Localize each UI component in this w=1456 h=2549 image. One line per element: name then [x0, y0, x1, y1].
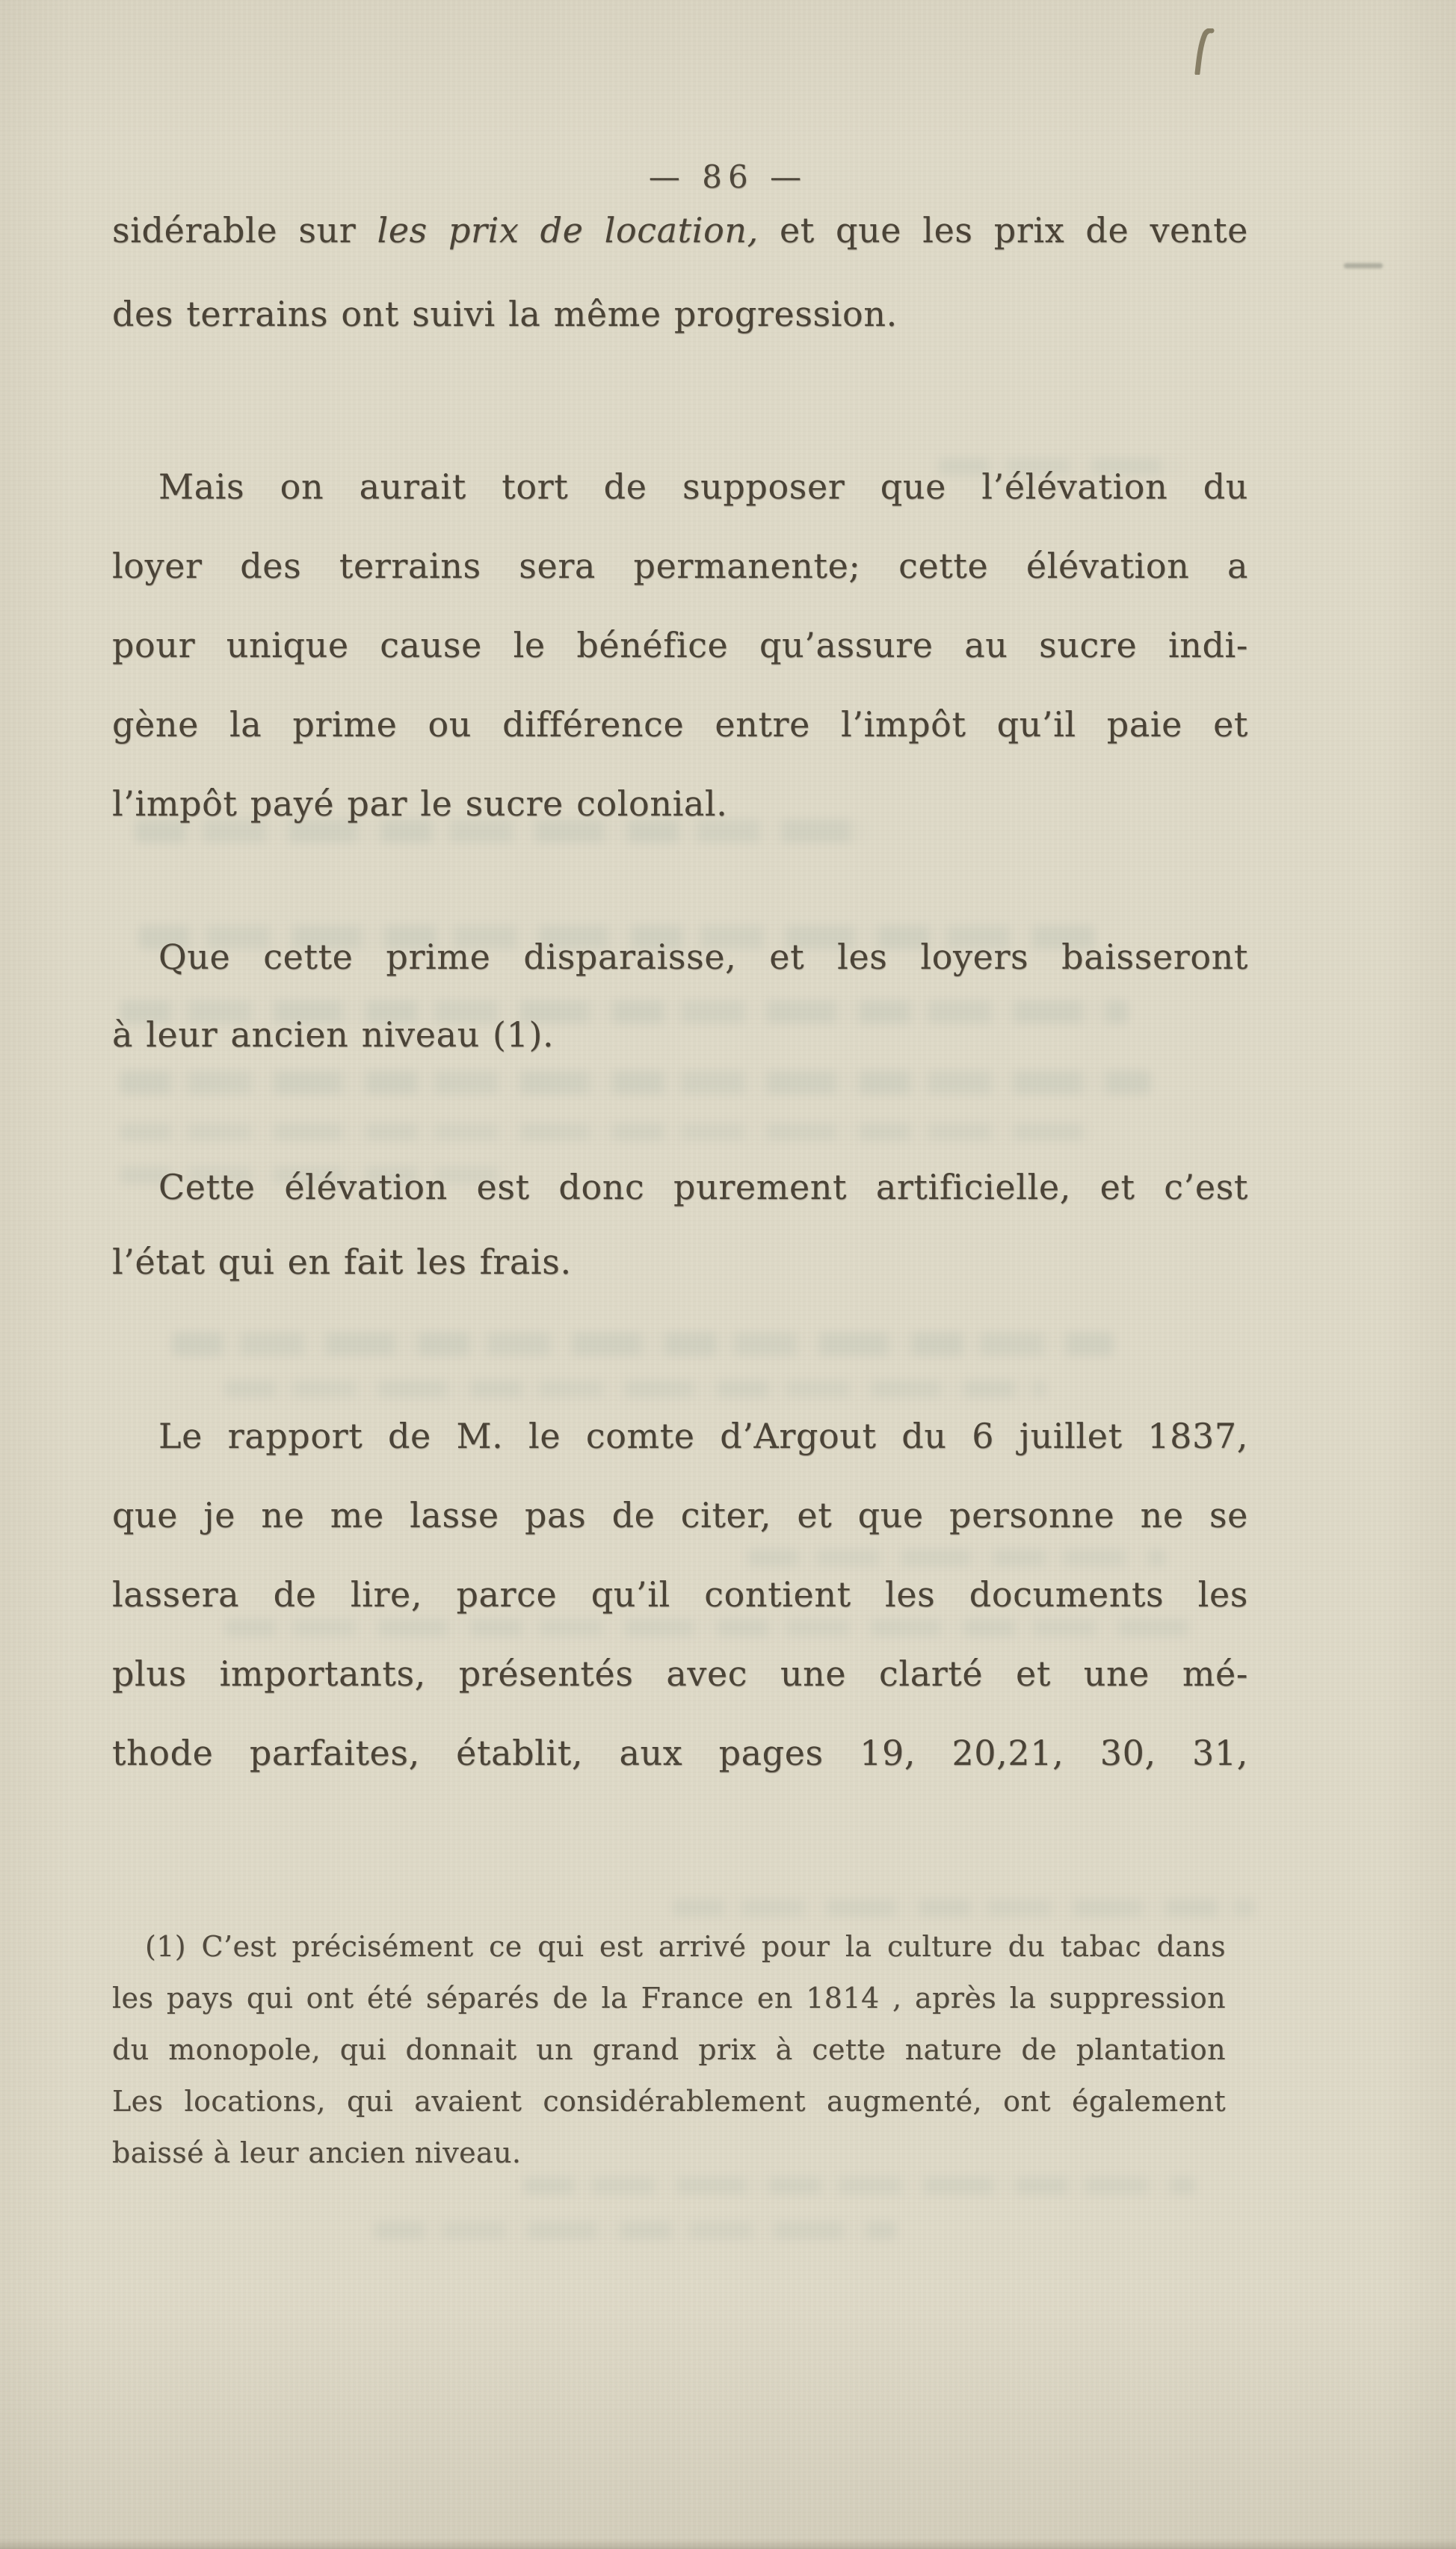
footnote-line: (1) C’est précisément ce qui est arrivé pour la culture du tabac dans — [145, 1930, 1226, 1963]
footnote-line: Les locations, qui avaient considérablement augmenté, ont également — [112, 2085, 1226, 2118]
page-number: — 86 — — [648, 158, 808, 195]
line-suffix: et que les prix de vente — [758, 210, 1248, 250]
paragraph — [112, 188, 1248, 356]
show-through-ghost — [673, 1899, 1256, 1917]
footnote-line: du monopole, qui donnait un grand prix à cette nature de plantation — [112, 2033, 1226, 2066]
text-line: Que cette prime disparaisse, et les loyers baisseront — [158, 937, 1248, 977]
paragraph — [112, 1150, 1248, 1299]
show-through-ghost — [120, 1123, 1091, 1141]
text-line: lassera de lire, parce qu’il contient les documents les — [112, 1574, 1248, 1615]
text-line: des terrains ont suivi la même progression. — [112, 294, 898, 334]
italic-phrase: les prix de location, — [377, 210, 759, 250]
text-line: plus importants, présentés avec une clarté et une mé- — [112, 1653, 1248, 1694]
text-line: loyer des terrains sera permanente; cette élévation a — [112, 546, 1248, 586]
text-line: l’état qui en fait les frais. — [112, 1242, 572, 1282]
paragraph — [112, 447, 1248, 843]
show-through-ghost — [120, 1070, 1151, 1094]
line-prefix: sidérable sur — [112, 210, 377, 250]
text-line: Le rapport de M. le comte d’Argout du 6 juillet 1837, — [158, 1416, 1248, 1456]
text-line: pour unique cause le bénéfice qu’assure au sucre indi- — [112, 625, 1248, 665]
text-line: gène la prime ou différence entre l’impôt qu’il paie et — [112, 704, 1248, 745]
footnote — [112, 1921, 1226, 2179]
text-line: Mais on aurait tort de supposer que l’élévation du — [158, 466, 1248, 507]
text-line: que je ne me lasse pas de citer, et que personne ne se — [112, 1495, 1248, 1535]
footnote-line: les pays qui ont été séparés de la France en 1814 , après la suppression — [112, 1982, 1226, 2015]
text-line: Cette élévation est donc purement artificielle, et c’est — [158, 1167, 1248, 1207]
text-line: thode parfaites, établit, aux pages 19, 20,21, 30, 31, — [112, 1733, 1248, 1773]
show-through-ghost — [523, 2177, 1196, 2195]
show-through-ghost — [374, 2222, 897, 2240]
show-through-ghost — [224, 1380, 1046, 1398]
text-line — [112, 188, 1248, 272]
paragraph — [112, 1396, 1248, 1793]
show-through-ghost — [172, 1332, 1114, 1356]
text-line: à leur ancien niveau (1). — [112, 1014, 555, 1055]
footnote-line: baissé à leur ancien niveau. — [112, 2136, 522, 2169]
ink-smudge — [1344, 263, 1383, 268]
pen-mark-icon — [1190, 28, 1215, 78]
text-line: l’impôt payé par le sucre colonial. — [112, 783, 728, 824]
paragraph — [112, 918, 1248, 1073]
page-bottom-edge-shadow — [0, 2539, 1456, 2549]
